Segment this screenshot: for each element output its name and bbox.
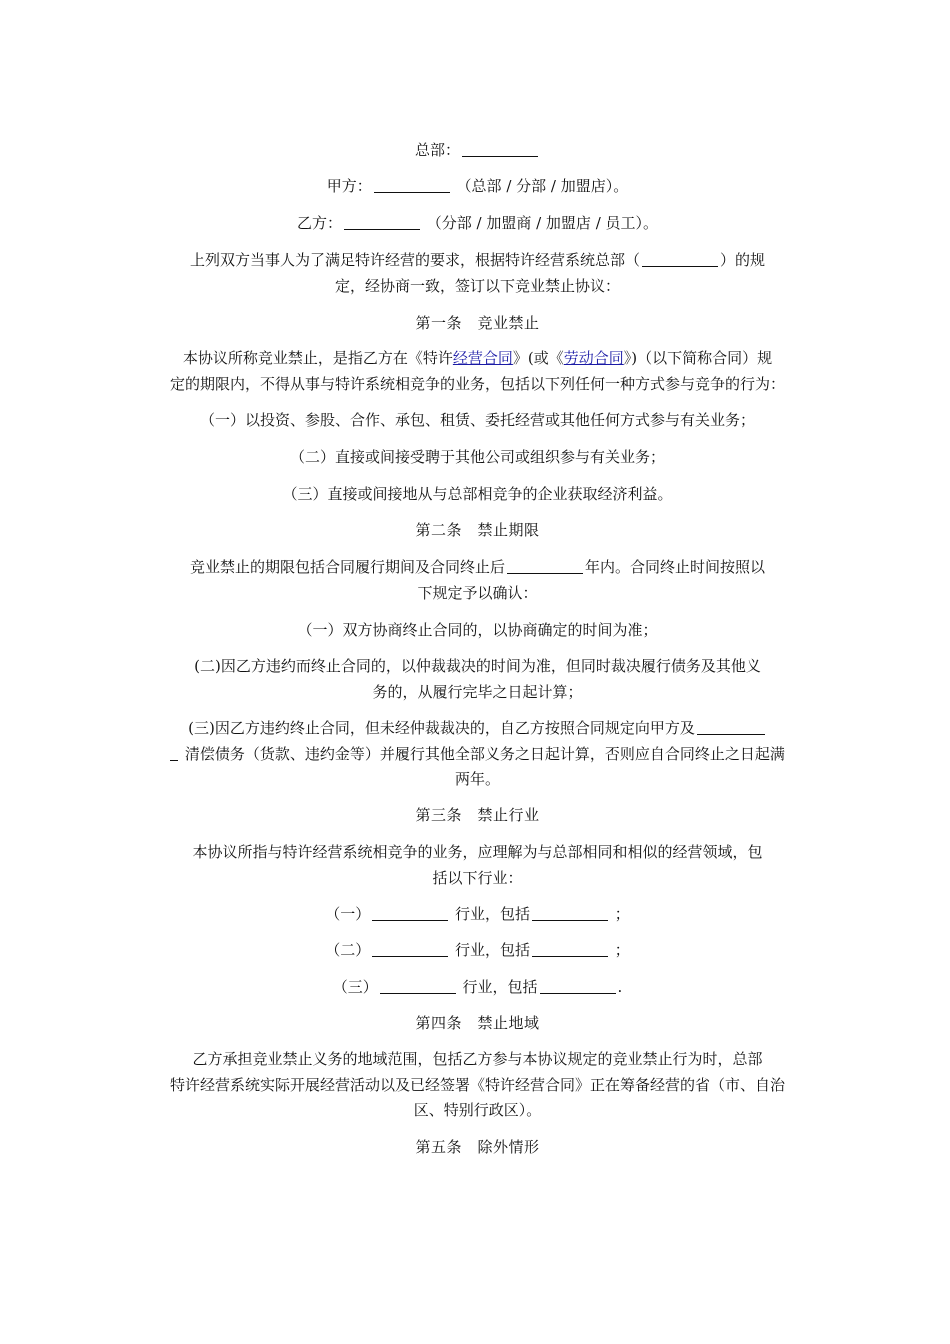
- preamble-text-b: ）的规: [720, 251, 766, 269]
- article-2-item-3-line-2: [145, 744, 810, 764]
- industry-item-num: （三）: [332, 978, 378, 996]
- preamble-line-2: 定，经协商一致，签订以下竞业禁止协议：: [334, 277, 620, 295]
- article-1-text-c: 》)（以下简称合同）规: [623, 349, 773, 367]
- industry-blank: [380, 979, 456, 994]
- article-2-line-2: 下规定予以确认：: [417, 584, 538, 602]
- article-2-text-a: 竞业禁止的期限包括合同履行期间及合同终止后: [189, 558, 505, 576]
- party-b-line: [145, 213, 810, 233]
- article-1-item-2: （二）直接或间接受聘于其他公司或组织参与有关业务；: [289, 448, 665, 466]
- industry-item-mid: 行业，包括: [454, 905, 530, 923]
- industry-item-num: （一）: [325, 905, 371, 923]
- industry-item-num: （二）: [325, 941, 371, 959]
- industry-item-3: [145, 977, 810, 997]
- industry-item-mid: 行业，包括: [454, 941, 530, 959]
- industry-blank: [372, 942, 448, 957]
- article-3-line-2: 括以下行业：: [432, 869, 523, 887]
- hq-label: 总部：: [414, 141, 460, 159]
- article-1-item-3: （三）直接或间接地从与总部相竞争的企业获取经济利益。: [282, 485, 673, 503]
- article-4-line-1: 乙方承担竞业禁止义务的地域范围，包括乙方参与本协议规定的竞业禁止行为时，总部: [192, 1050, 763, 1068]
- industry-detail-blank: [532, 906, 608, 921]
- article-2-item-3-line-3: 两年。: [454, 770, 500, 788]
- party-b-blank: [344, 215, 420, 230]
- creditor-blank-cont: [170, 746, 178, 761]
- article-3-line-1: 本协议所指与特许经营系统相竞争的业务，应理解为与总部相同和相似的经营领域，包: [192, 843, 763, 861]
- creditor-blank: [697, 720, 765, 735]
- article-1-heading: 第一条 竞业禁止: [415, 314, 540, 332]
- article-2-item-2-line-1: (二)因乙方违约而终止合同的，以仲裁裁决的时间为准，但同时裁决履行债务及其他义: [194, 657, 761, 675]
- article-2-item-3-line-1: [145, 718, 810, 738]
- hq-line: [145, 140, 810, 160]
- industry-item-end: .: [617, 978, 623, 996]
- article-2-item-1: （一）双方协商终止合同的，以协商确定的时间为准；: [297, 621, 658, 639]
- article-2-item-3-text: (三)因乙方违约终止合同，但未经仲裁裁决的，自乙方按照合同规定向甲方及: [188, 719, 695, 737]
- party-a-note: （总部 / 分部 / 加盟店）。: [456, 177, 629, 195]
- industry-item-1: [145, 904, 810, 924]
- party-b-label: 乙方：: [296, 214, 342, 232]
- article-1-line-1: [145, 348, 810, 368]
- party-a-line: [145, 176, 810, 196]
- article-2-item-2-line-2: 务的，从履行完毕之日起计算；: [372, 683, 583, 701]
- article-1-text-a: 本协议所称竞业禁止，是指乙方在《特许: [182, 349, 453, 367]
- article-2-text-b: 年内。合同终止时间按照以: [585, 558, 766, 576]
- article-1-item-1: （一）以投资、参股、合作、承包、租赁、委托经营或其他任何方式参与有关业务；: [199, 411, 755, 429]
- industry-detail-blank: [532, 942, 608, 957]
- term-years-blank: [507, 559, 583, 574]
- industry-detail-blank: [540, 979, 616, 994]
- article-5-heading: 第五条 除外情形: [415, 1138, 540, 1156]
- party-a-blank: [374, 178, 450, 193]
- hq-blank: [462, 142, 538, 157]
- business-contract-link[interactable]: 经营合同: [452, 349, 513, 367]
- party-a-label: 甲方：: [326, 177, 372, 195]
- industry-item-mid: 行业，包括: [462, 978, 538, 996]
- article-4-line-3: 区、特别行政区）。: [413, 1101, 542, 1119]
- industry-item-2: [145, 940, 810, 960]
- article-3-heading: 第三条 禁止行业: [415, 806, 540, 824]
- article-1-text-b: 》(或《: [512, 349, 564, 367]
- preamble-line-1: [145, 250, 810, 270]
- industry-item-end: ；: [614, 941, 630, 959]
- industry-item-end: ；: [614, 905, 630, 923]
- industry-blank: [372, 906, 448, 921]
- preamble-blank: [642, 252, 718, 267]
- article-4-heading: 第四条 禁止地域: [415, 1014, 540, 1032]
- article-2-heading: 第二条 禁止期限: [415, 521, 540, 539]
- article-1-line-2: 定的期限内，不得从事与特许系统相竞争的业务，包括以下列任何一种方式参与竞争的行为：: [169, 375, 785, 393]
- party-b-note: （分部 / 加盟商 / 加盟店 / 员工）。: [426, 214, 659, 232]
- preamble-text-a: 上列双方当事人为了满足特许经营的要求，根据特许经营系统总部（: [189, 251, 640, 269]
- article-4-line-2: 特许经营系统实际开展经营活动以及已经签署《特许经营合同》正在筹备经营的省（市、自治: [169, 1076, 785, 1094]
- labor-contract-link[interactable]: 劳动合同: [563, 349, 624, 367]
- article-2-line-1: [145, 557, 810, 577]
- article-2-item-3-text-2: 清偿债务（货款、违约金等）并履行其他全部义务之日起计算，否则应自合同终止之日起满: [184, 745, 785, 763]
